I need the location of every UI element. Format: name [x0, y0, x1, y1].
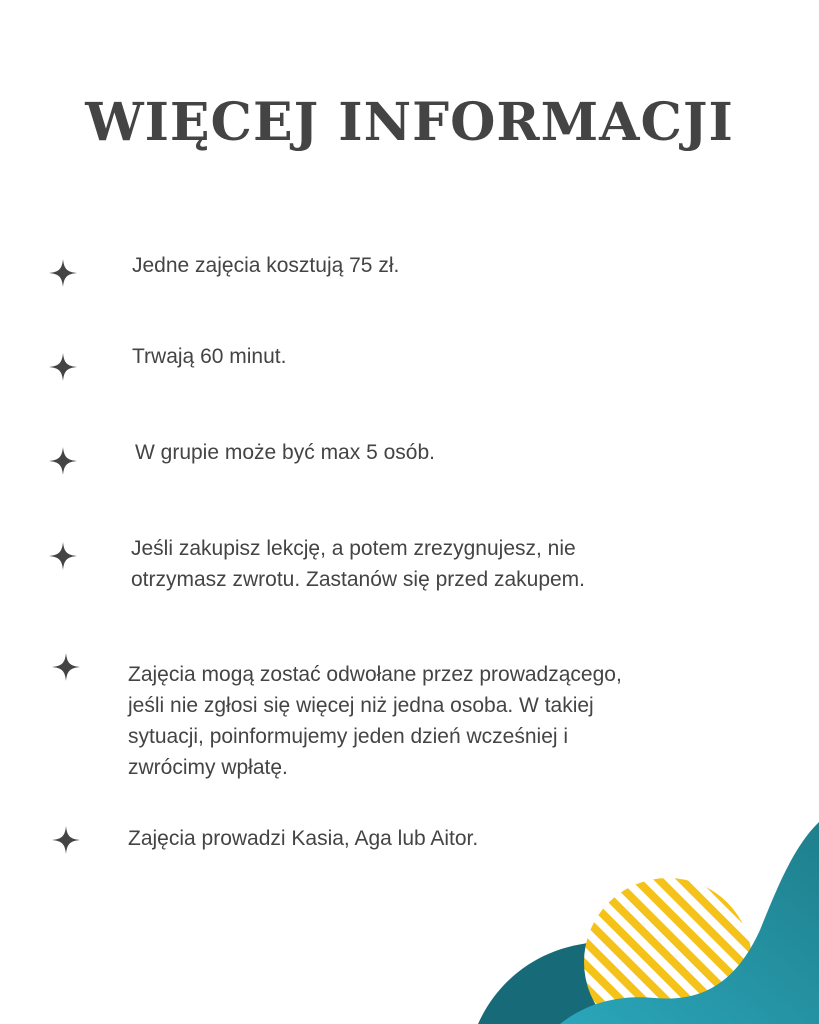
item-text: Zajęcia prowadzi Kasia, Aga lub Aitor.: [128, 827, 479, 850]
item-text: Trwają 60 minut.: [132, 345, 287, 368]
item-text-line: jeśli nie zgłosi się więcej niż jedna osoba. W takiej: [128, 694, 594, 717]
item-text: Jedne zajęcia kosztują 75 zł.: [132, 254, 400, 277]
item-text-line: otrzymasz zwrotu. Zastanów się przed zakupem.: [131, 568, 586, 591]
item-text-line: sytuacji, poinformujemy jeden dzień wcześniej i: [128, 725, 569, 748]
page-title: WIĘCEJ INFORMACJI: [85, 92, 734, 153]
item-text-line: Jeśli zakupisz lekcję, a potem zrezygnujesz, nie: [131, 537, 576, 560]
item-text-line: Zajęcia mogą zostać odwołane przez prowadzącego,: [128, 663, 622, 686]
item-text: W grupie może być max 5 osób.: [135, 441, 435, 464]
item-text-line: zwrócimy wpłatę.: [128, 756, 288, 779]
